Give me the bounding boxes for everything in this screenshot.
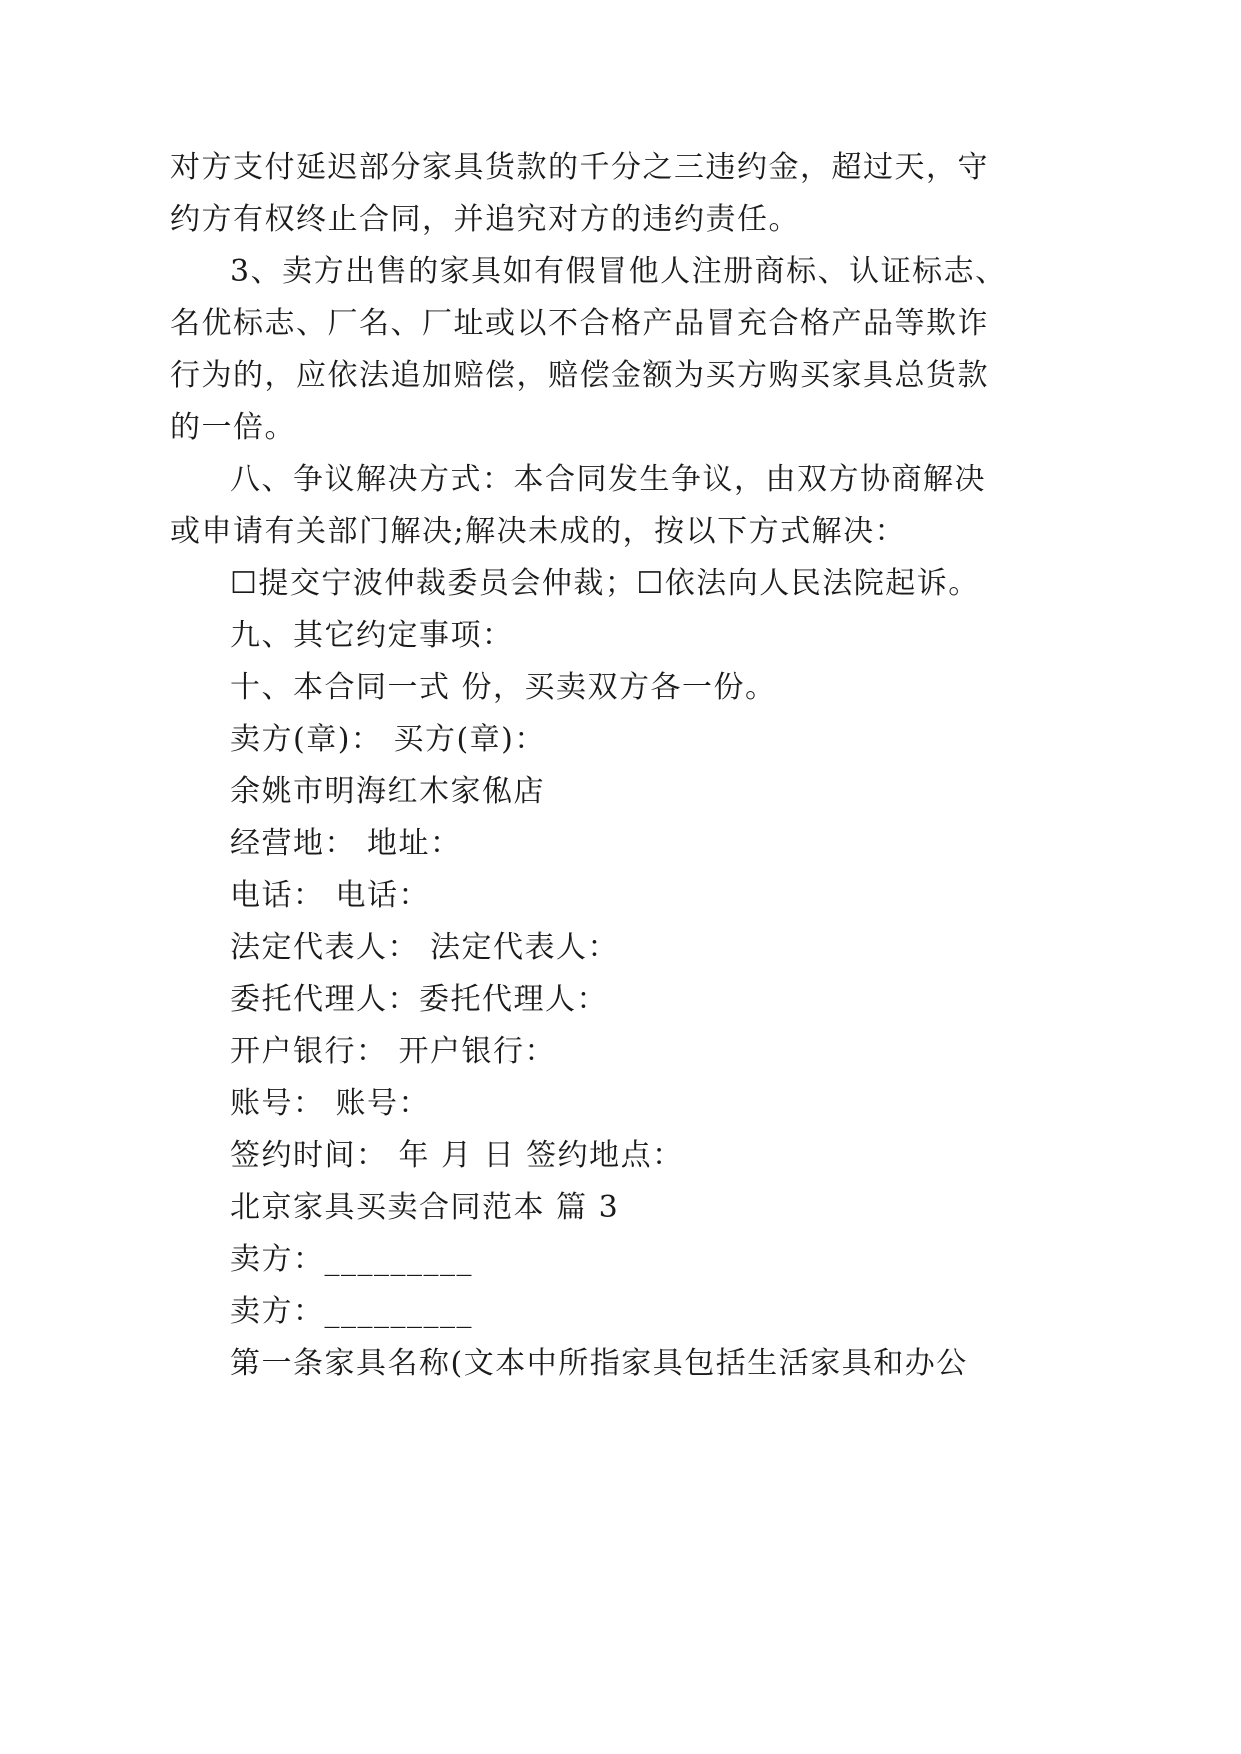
paragraph-penalty-line-1: 对方支付延迟部分家具货款的千分之三违约金，超过天，守 (170, 150, 989, 185)
seal-labels: 卖方(章)： 买方(章)： (230, 722, 546, 757)
account-labels: 账号： 账号： (230, 1086, 431, 1121)
clause-3-line-2: 名优标志、厂名、厂址或以不合格产品冒充合格产品等欺诈 (170, 306, 989, 341)
dispute-resolution-line-1: 八、争议解决方式：本合同发生争议，由双方协商解决 (230, 462, 986, 497)
clause-3-line-4: 的一倍。 (170, 410, 296, 445)
seller-name: 余姚市明海红木家俬店 (230, 774, 545, 809)
copies-clause: 十、本合同一式 份，买卖双方各一份。 (230, 670, 777, 705)
article-1-line-1: 第一条家具名称(文本中所指家具包括生活家具和办公 (230, 1346, 968, 1381)
agent-labels: 委托代理人：委托代理人： (230, 982, 608, 1017)
clause-3-line-1: 3、卖方出售的家具如有假冒他人注册商标、认证标志、 (230, 254, 1007, 289)
phone-labels: 电话： 电话： (230, 878, 431, 913)
seller-blank-2: 卖方：_________ (230, 1294, 473, 1329)
paragraph-penalty-line-2: 约方有权终止合同，并追究对方的违约责任。 (170, 202, 800, 237)
clause-3-line-3: 行为的，应依法追加赔偿，赔偿金额为买方购买家具总货款 (170, 358, 989, 393)
seller-blank-1: 卖方：_________ (230, 1242, 473, 1277)
section-title: 北京家具买卖合同范本 篇 3 (230, 1190, 620, 1225)
bank-labels: 开户银行： 开户银行： (230, 1034, 557, 1069)
dispute-resolution-line-2: 或申请有关部门解决;解决未成的，按以下方式解决： (170, 514, 907, 549)
other-terms-heading: 九、其它约定事项： (230, 618, 514, 653)
signing-date-place: 签约时间： 年 月 日 签约地点： (230, 1138, 684, 1173)
legal-representative-labels: 法定代表人： 法定代表人： (230, 930, 620, 965)
address-labels: 经营地： 地址： (230, 826, 462, 861)
dispute-resolution-options: ☐提交宁波仲裁委员会仲裁；☐依法向人民法院起诉。 (230, 566, 980, 601)
